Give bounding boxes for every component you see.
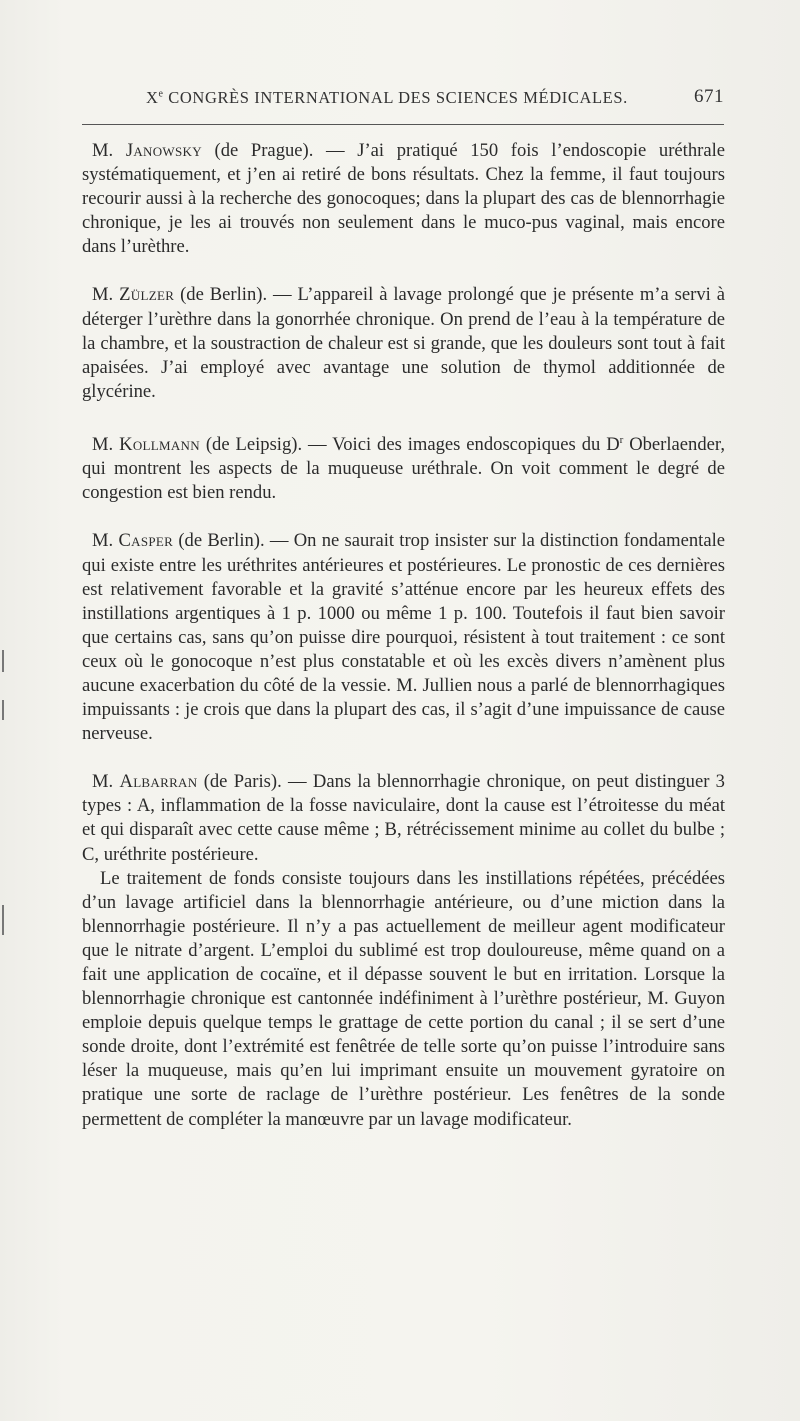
paragraph-casper	[82, 529, 725, 746]
speaker-origin: (de Prague).	[201, 140, 314, 161]
speaker-origin: (de Paris).	[197, 771, 282, 793]
speaker-name: Albarran	[119, 771, 198, 793]
paragraph-text: — On ne saurait trop insister sur la distinction fondamentale qui existe entre les uréthrites antérieures et postérieures. Le pronostic de ces dernières est relativement favorable et la gravité s’atténue encore par les heureux effets des instillations argentiques à 1 p. 1000 ou même 1 p. 100. Toutefois il faut bien savoir que certains cas, sans qu’on puisse dire pourquoi, résistent à tout traitement : ce sont ceux où le gonocoque n’est plus constatable et où les excès divers n’amènent plus aucune exacerbation du côté de la vessie. M. Jullien nous a parlé de blennorrhagiques impuissants : je crois que dans la plupart des cas, il s’agit d’une impuissance de cause nerveuse.	[82, 530, 725, 745]
paragraph-text: — Dans la blennorrhagie chronique, on peut distinguer 3 types : A, inflammation de la fosse naviculaire, dont la cause est l’étroitesse du méat et qui disparaît avec cette cause même ; B, rétrécissement minime au collet du bulbe ; C, uréthrite postérieure.	[82, 771, 725, 865]
body-text	[82, 139, 725, 1132]
speaker-name: Zülzer	[119, 284, 175, 306]
running-head	[146, 88, 628, 108]
paragraph-janowsky	[82, 139, 725, 259]
paragraph-text: — L’appareil à lavage prolongé que je présente m’a servi à déterger l’urèthre dans la gonorrhée chronique. On prend de l’eau à la température de la chambre, et la soustraction de chaleur est si grande, que les douleurs sont tout à fait apaisées. J’ai employé avec avantage une solution de thymol additionnée de glycérine.	[82, 284, 726, 402]
running-head-title: CONGRÈS INTERNATIONAL DES SCIENCES MÉDICALES.	[163, 88, 628, 107]
paragraph-text: Oberlaender, qui montrent les aspects de la muqueuse uréthrale. On voit comment le degré de congestion est bien rendu.	[82, 434, 725, 504]
margin-mark	[2, 700, 4, 720]
paragraph-text: Le traitement de fonds consiste toujours dans les instillations répétées, précédées d’un lavage artificiel dans la blennorrhagie antérieure, ou d’une miction dans la blennorrhagie postérieure. Il n’y a pas actuellement de meilleur agent modificateur que le nitrate d’argent. L’emploi du sublimé est trop douloureuse, même quand on a fait une application de cocaïne, et il dépasse souvent le but en irritation. Lorsque la blennorrhagie chronique est cantonnée indéfiniment à l’urèthre postérieur, M. Guyon emploie depuis quelque temps le grattage de cette portion du canal ; il se sert d’une sonde droite, dont l’extrémité est fenêtrée de telle sorte qu’on puisse l’introduire sans léser la muqueuse, mais qu’en lui imprimant ensuite un mouvement gyratoire on pratique une sorte de raclage de l’urèthre postérieur. Les fenêtres de la sonde permettent de compléter la manœuvre par un lavage modificateur.	[82, 867, 725, 1130]
speaker-title: M.	[92, 284, 114, 306]
speaker-title: M.	[92, 434, 114, 456]
page-number: 671	[694, 86, 724, 107]
paragraph-albarran	[82, 770, 725, 866]
speaker-name: Casper	[118, 530, 174, 552]
speaker-title: M.	[92, 530, 114, 552]
paragraph-zulzer	[82, 283, 725, 403]
paragraph-kollmann	[82, 428, 725, 505]
header-rule	[82, 124, 724, 125]
margin-mark	[2, 905, 4, 935]
speaker-origin: (de Berlin).	[174, 284, 268, 306]
paragraph-albarran-continued	[82, 867, 725, 1132]
paragraph-text: — J’ai pratiqué 150 fois l’endoscopie uréthrale systématiquement, et j’en ai retiré de bons résultats. Chez la femme, il faut toujours recourir aussi à la recherche des gonocoques; dans la plupart des cas de blennorrhagie chronique, je les ai trouvés non seulement dans le muco-pus vaginal, mais encore dans l’urèthre.	[82, 140, 725, 258]
running-head-sup: e	[158, 88, 164, 100]
speaker-origin: (de Leipsig).	[199, 434, 303, 456]
speaker-name: Kollmann	[119, 434, 200, 456]
speaker-title: M.	[92, 140, 114, 161]
speaker-name: Janowsky	[125, 140, 202, 161]
speaker-origin: (de Berlin).	[173, 530, 265, 552]
margin-mark	[2, 650, 4, 672]
doctor-abbrev-sup: r	[619, 433, 624, 446]
speaker-title: M.	[92, 771, 114, 793]
page-header	[82, 86, 724, 112]
paragraph-text: — Voici des images endoscopiques du D	[302, 434, 620, 456]
running-head-roman: X	[146, 88, 159, 107]
